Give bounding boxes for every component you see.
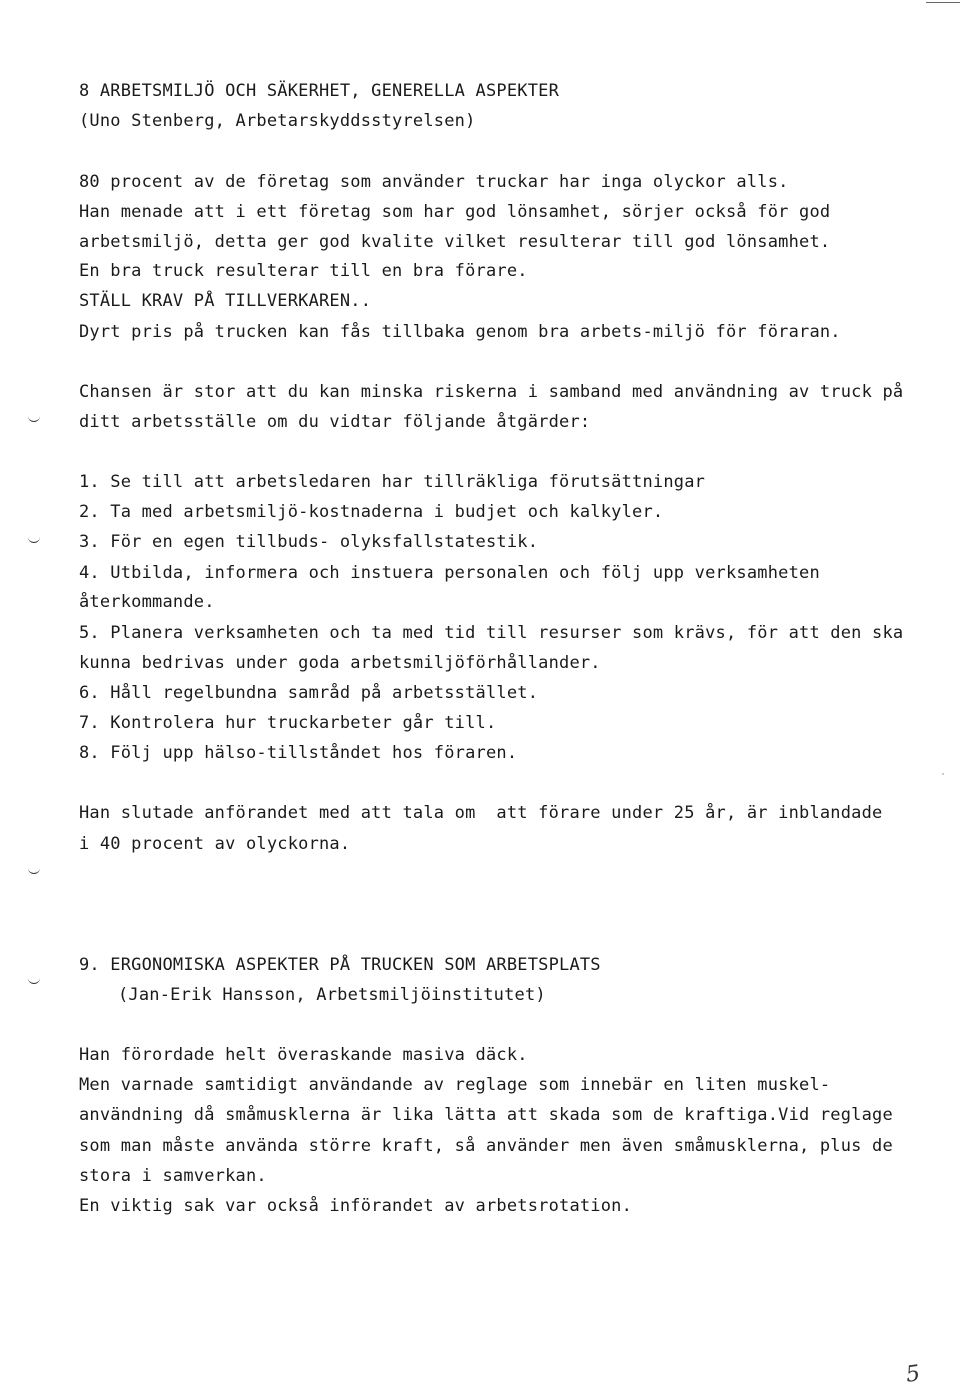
paragraph-line: 80 procent av de företag som använder truckar har inga olyckor alls.	[79, 172, 789, 192]
binder-hole-mark	[28, 867, 40, 874]
paragraph-line: Han förordade helt överaskande masiva däck.	[79, 1045, 528, 1065]
list-item: 2. Ta med arbetsmiljö-kostnaderna i budjet och kalkyler.	[79, 502, 664, 522]
paragraph-line: Dyrt pris på trucken kan fås tillbaka genom bra arbets-miljö för föraran.	[79, 322, 841, 342]
list-item: 3. För en egen tillbuds- olyksfallstatestik.	[79, 532, 539, 552]
section-8-heading: 8 ARBETSMILJÖ OCH SÄKERHET, GENERELLA ASPEKTER	[79, 81, 560, 101]
list-item: 1. Se till att arbetsledaren har tillräkliga förutsättningar	[79, 472, 706, 492]
paragraph-line: ditt arbetsställe om du vidtar följande åtgärder:	[79, 412, 591, 432]
scan-edge-line	[926, 2, 960, 3]
list-item: 8. Följ upp hälso-tillståndet hos föraren.	[79, 743, 518, 763]
binder-hole-mark	[28, 415, 40, 422]
paragraph-line: i 40 procent av olyckorna.	[79, 834, 351, 854]
list-item: 6. Håll regelbundna samråd på arbetsstället.	[79, 683, 539, 703]
list-item: kunna bedrivas under goda arbetsmiljöförhållander.	[79, 653, 601, 673]
binder-hole-mark	[28, 536, 40, 543]
paragraph-line: som man måste använda större kraft, så använder men även småmusklerna, plus de	[79, 1136, 893, 1156]
list-item: 7. Kontrolera hur truckarbeter går till.	[79, 713, 497, 733]
section-9-speaker: (Jan-Erik Hansson, Arbetsmiljöinstitutet)	[118, 985, 546, 1005]
section-8-speaker: (Uno Stenberg, Arbetarskyddsstyrelsen)	[79, 111, 476, 131]
paragraph-line: Men varnade samtidigt användande av reglage som innebär en liten muskel-	[79, 1075, 831, 1095]
paragraph-line: användning då småmusklerna är lika lätta att skada som de kraftiga.Vid reglage	[79, 1105, 893, 1125]
paragraph-line: arbetsmiljö, detta ger god kvalite vilket resulterar till god lönsamhet.	[79, 232, 831, 252]
paragraph-line: stora i samverkan.	[79, 1166, 267, 1186]
paragraph-line: Han menade att i ett företag som har god lönsamhet, sörjer också för god	[79, 202, 831, 222]
paragraph-line: STÄLL KRAV PÅ TILLVERKAREN..	[79, 291, 372, 311]
section-9-heading: 9. ERGONOMISKA ASPEKTER PÅ TRUCKEN SOM ARBETSPLATS	[79, 955, 601, 975]
list-item: 4. Utbilda, informera och instuera personalen och följ upp verksamheten	[79, 563, 820, 583]
page-number: 5	[904, 1361, 922, 1388]
paragraph-line: En bra truck resulterar till en bra förare.	[79, 261, 528, 281]
paragraph-line: Han slutade anförandet med att tala om att förare under 25 år, är inblandade	[79, 803, 883, 823]
list-item: återkommande.	[79, 592, 215, 612]
binder-hole-mark	[28, 977, 40, 984]
paragraph-line: Chansen är stor att du kan minska riskerna i samband med användning av truck på	[79, 382, 904, 402]
list-item: 5. Planera verksamheten och ta med tid till resurser som krävs, för att den ska	[79, 623, 904, 643]
scan-speck	[942, 773, 944, 775]
paragraph-line: En viktig sak var också införandet av arbetsrotation.	[79, 1196, 633, 1216]
